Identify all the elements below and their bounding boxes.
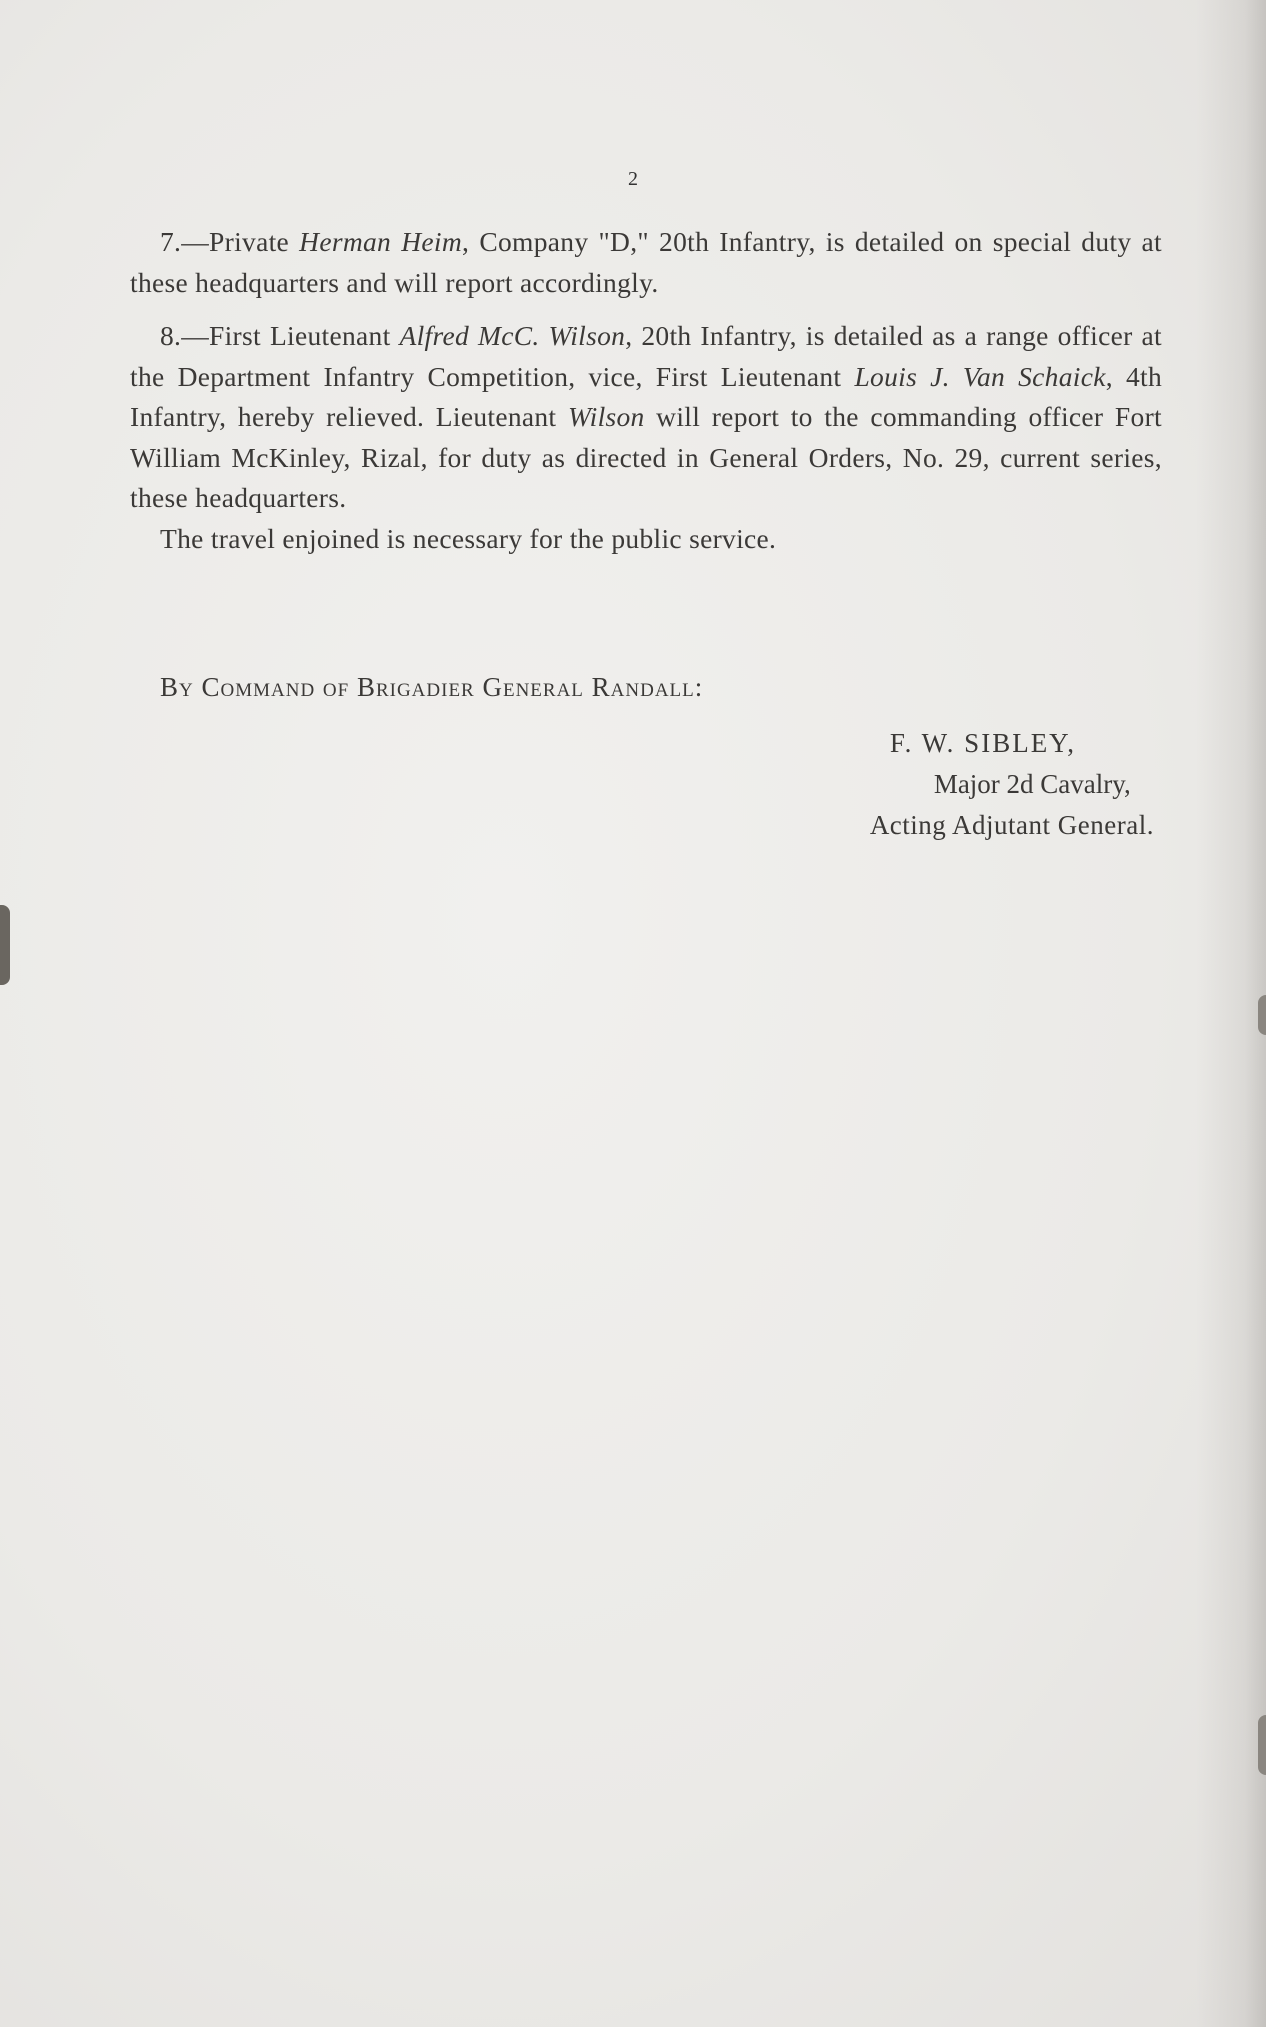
paragraph-8-rest: will report to the commanding officer Fort William McKinley, Rizal, for duty as directed in General Orders, No. 29, current series, these headquarters. bbox=[130, 401, 1162, 513]
paragraph-7-lead: 7.—Private bbox=[160, 226, 300, 257]
binding-mark-right-lower bbox=[1258, 1715, 1266, 1775]
order-body bbox=[130, 222, 1162, 559]
paragraph-8-mid1: , 20th Infantry, is detailed as a range officer at the Department Infantry Competition, vice, First Lieutenant bbox=[130, 320, 1162, 392]
paragraph-8-lead: 8.—First Lieutenant bbox=[160, 320, 400, 351]
soldier-name: Herman Heim bbox=[299, 226, 463, 257]
paragraph-8-mid2: , 4th Infantry, hereby relieved. Lieutenant bbox=[130, 360, 1163, 432]
officer-name-van-schaick: Louis J. Van Schaick bbox=[854, 360, 1106, 392]
travel-statement: The travel enjoined is necessary for the public service. bbox=[160, 522, 777, 554]
binding-mark-left bbox=[0, 905, 10, 985]
command-line: By Command of Brigadier General Randall: bbox=[160, 672, 704, 702]
signature-block bbox=[870, 723, 1154, 846]
paragraph-7-rest: , Company "D," 20th Infantry, is detailed on special duty at these headquarters and will report accordingly. bbox=[130, 226, 1162, 298]
signatory-rank: Major 2d Cavalry, bbox=[933, 769, 1131, 799]
page-number: 2 bbox=[628, 168, 638, 190]
officer-name-wilson: Alfred McC. Wilson bbox=[399, 320, 626, 351]
paragraph-7 bbox=[130, 222, 1162, 303]
officer-name-wilson-short: Wilson bbox=[567, 401, 645, 432]
paragraph-8 bbox=[130, 316, 1162, 519]
signatory-title: Acting Adjutant General. bbox=[869, 810, 1154, 840]
binding-mark-right-upper bbox=[1258, 995, 1266, 1035]
page-edge-shadow bbox=[1196, 0, 1266, 2027]
signatory-name: F. W. SIBLEY, bbox=[889, 728, 1076, 758]
